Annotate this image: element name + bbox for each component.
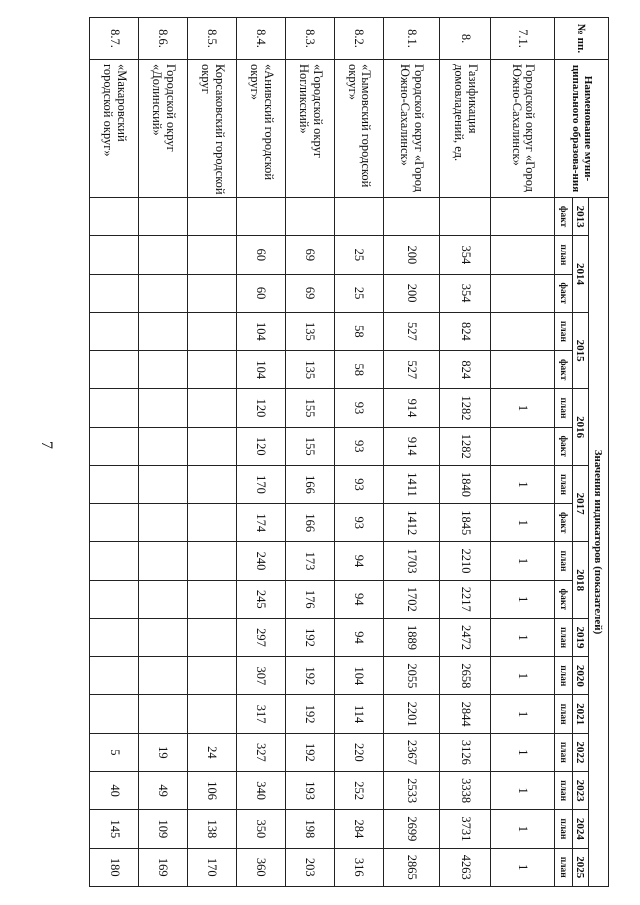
value-cell: 93 bbox=[334, 427, 383, 465]
value-cell: 104 bbox=[334, 657, 383, 695]
value-cell: 2533 bbox=[383, 771, 439, 809]
value-cell bbox=[187, 351, 236, 389]
values-header: Значения индикаторов (показателей) bbox=[589, 198, 609, 887]
value-cell: 1 bbox=[491, 848, 555, 886]
row-name: «Тымовский городской округ» bbox=[334, 60, 383, 198]
value-cell: 145 bbox=[90, 810, 139, 848]
value-cell: 24 bbox=[187, 733, 236, 771]
value-cell: 93 bbox=[334, 389, 383, 427]
sub-header: план bbox=[555, 312, 573, 350]
value-cell: 135 bbox=[285, 312, 334, 350]
value-cell: 914 bbox=[383, 389, 439, 427]
value-cell: 192 bbox=[285, 618, 334, 656]
value-cell: 1 bbox=[491, 695, 555, 733]
value-cell: 824 bbox=[439, 351, 490, 389]
value-cell bbox=[491, 312, 555, 350]
value-cell: 198 bbox=[285, 810, 334, 848]
value-cell bbox=[383, 198, 439, 236]
value-cell bbox=[187, 198, 236, 236]
table-row bbox=[334, 18, 383, 887]
sub-header: план bbox=[555, 657, 573, 695]
value-cell: 1412 bbox=[383, 504, 439, 542]
table-row bbox=[383, 18, 439, 887]
value-cell bbox=[90, 504, 139, 542]
value-cell bbox=[90, 351, 139, 389]
table-row bbox=[139, 18, 188, 887]
row-name: «Городской округ Ногликский» bbox=[285, 60, 334, 198]
value-cell: 69 bbox=[285, 236, 334, 274]
value-cell: 60 bbox=[236, 274, 285, 312]
value-cell bbox=[187, 427, 236, 465]
value-cell bbox=[187, 695, 236, 733]
value-cell: 1 bbox=[491, 580, 555, 618]
value-cell bbox=[139, 657, 188, 695]
row-name: Городской округ «Город Южно-Сахалинск» bbox=[383, 60, 439, 198]
rotated-table-wrapper bbox=[89, 17, 609, 887]
value-cell: 120 bbox=[236, 427, 285, 465]
value-cell: 94 bbox=[334, 542, 383, 580]
value-cell: 2699 bbox=[383, 810, 439, 848]
value-cell: 58 bbox=[334, 351, 383, 389]
row-number: 8.6. bbox=[139, 18, 188, 60]
value-cell bbox=[90, 274, 139, 312]
value-cell bbox=[491, 427, 555, 465]
col-num-header: № пп. bbox=[555, 18, 609, 60]
sub-header: план bbox=[555, 389, 573, 427]
value-cell: 3126 bbox=[439, 733, 490, 771]
value-cell: 240 bbox=[236, 542, 285, 580]
value-cell: 120 bbox=[236, 389, 285, 427]
page-number: 7 bbox=[38, 441, 55, 449]
value-cell bbox=[90, 580, 139, 618]
row-name: «Макаровский городской округ» bbox=[90, 60, 139, 198]
value-cell: 2217 bbox=[439, 580, 490, 618]
value-cell: 176 bbox=[285, 580, 334, 618]
value-cell bbox=[187, 618, 236, 656]
value-cell bbox=[139, 427, 188, 465]
value-cell: 360 bbox=[236, 848, 285, 886]
value-cell bbox=[139, 198, 188, 236]
row-name: Корсаковский городской округ bbox=[187, 60, 236, 198]
value-cell bbox=[139, 465, 188, 503]
value-cell: 1840 bbox=[439, 465, 490, 503]
value-cell: 220 bbox=[334, 733, 383, 771]
value-cell bbox=[187, 312, 236, 350]
table-row bbox=[439, 18, 490, 887]
value-cell: 169 bbox=[139, 848, 188, 886]
value-cell bbox=[90, 198, 139, 236]
value-cell: 170 bbox=[236, 465, 285, 503]
value-cell bbox=[90, 542, 139, 580]
value-cell: 19 bbox=[139, 733, 188, 771]
value-cell bbox=[139, 312, 188, 350]
value-cell: 104 bbox=[236, 351, 285, 389]
table-row bbox=[236, 18, 285, 887]
sub-header: факт bbox=[555, 351, 573, 389]
value-cell: 252 bbox=[334, 771, 383, 809]
value-cell: 174 bbox=[236, 504, 285, 542]
year-header: 2020 bbox=[573, 657, 589, 695]
value-cell bbox=[139, 618, 188, 656]
value-cell: 316 bbox=[334, 848, 383, 886]
value-cell: 3338 bbox=[439, 771, 490, 809]
value-cell bbox=[90, 236, 139, 274]
table-body bbox=[90, 18, 555, 887]
value-cell: 166 bbox=[285, 465, 334, 503]
value-cell: 170 bbox=[187, 848, 236, 886]
value-cell: 1845 bbox=[439, 504, 490, 542]
sub-header: факт bbox=[555, 198, 573, 236]
value-cell bbox=[285, 198, 334, 236]
sub-header: план bbox=[555, 810, 573, 848]
value-cell: 104 bbox=[236, 312, 285, 350]
col-name-header: Наименование муни-ципального образова-ния bbox=[555, 60, 609, 198]
value-cell: 2055 bbox=[383, 657, 439, 695]
table-row bbox=[285, 18, 334, 887]
row-number: 8.5. bbox=[187, 18, 236, 60]
value-cell: 1 bbox=[491, 542, 555, 580]
value-cell bbox=[139, 351, 188, 389]
value-cell: 180 bbox=[90, 848, 139, 886]
table-row bbox=[187, 18, 236, 887]
value-cell: 166 bbox=[285, 504, 334, 542]
value-cell: 2210 bbox=[439, 542, 490, 580]
table-row bbox=[491, 18, 555, 887]
year-header: 2016 bbox=[573, 389, 589, 466]
value-cell: 284 bbox=[334, 810, 383, 848]
value-cell: 5 bbox=[90, 733, 139, 771]
value-cell: 350 bbox=[236, 810, 285, 848]
sub-header: план bbox=[555, 848, 573, 886]
value-cell bbox=[90, 312, 139, 350]
value-cell: 192 bbox=[285, 657, 334, 695]
value-cell: 1 bbox=[491, 504, 555, 542]
value-cell: 1 bbox=[491, 810, 555, 848]
value-cell bbox=[187, 274, 236, 312]
value-cell bbox=[139, 274, 188, 312]
value-cell: 307 bbox=[236, 657, 285, 695]
value-cell: 94 bbox=[334, 618, 383, 656]
value-cell: 1411 bbox=[383, 465, 439, 503]
value-cell bbox=[139, 695, 188, 733]
year-header: 2014 bbox=[573, 236, 589, 313]
value-cell: 2844 bbox=[439, 695, 490, 733]
value-cell: 200 bbox=[383, 236, 439, 274]
value-cell: 1889 bbox=[383, 618, 439, 656]
value-cell bbox=[139, 236, 188, 274]
value-cell bbox=[236, 198, 285, 236]
value-cell bbox=[187, 389, 236, 427]
value-cell: 106 bbox=[187, 771, 236, 809]
row-number: 8.4. bbox=[236, 18, 285, 60]
sub-header: план bbox=[555, 771, 573, 809]
value-cell bbox=[491, 236, 555, 274]
value-cell bbox=[491, 274, 555, 312]
value-cell: 1 bbox=[491, 618, 555, 656]
value-cell: 25 bbox=[334, 274, 383, 312]
value-cell: 1 bbox=[491, 465, 555, 503]
year-header: 2013 bbox=[573, 198, 589, 236]
table-row bbox=[90, 18, 139, 887]
value-cell bbox=[439, 198, 490, 236]
value-cell: 109 bbox=[139, 810, 188, 848]
year-header: 2023 bbox=[573, 771, 589, 809]
year-header: 2021 bbox=[573, 695, 589, 733]
value-cell bbox=[90, 389, 139, 427]
row-number: 7.1. bbox=[491, 18, 555, 60]
value-cell bbox=[139, 389, 188, 427]
value-cell: 3731 bbox=[439, 810, 490, 848]
year-header: 2019 bbox=[573, 618, 589, 656]
indicators-table bbox=[89, 17, 609, 887]
value-cell bbox=[187, 580, 236, 618]
value-cell: 4263 bbox=[439, 848, 490, 886]
sub-header: план bbox=[555, 733, 573, 771]
value-cell bbox=[139, 580, 188, 618]
value-cell: 327 bbox=[236, 733, 285, 771]
value-cell: 192 bbox=[285, 695, 334, 733]
value-cell bbox=[187, 465, 236, 503]
value-cell: 25 bbox=[334, 236, 383, 274]
value-cell: 114 bbox=[334, 695, 383, 733]
value-cell: 1702 bbox=[383, 580, 439, 618]
value-cell: 2472 bbox=[439, 618, 490, 656]
value-cell: 354 bbox=[439, 236, 490, 274]
value-cell bbox=[187, 236, 236, 274]
row-number: 8.7. bbox=[90, 18, 139, 60]
value-cell: 914 bbox=[383, 427, 439, 465]
value-cell: 2367 bbox=[383, 733, 439, 771]
value-cell bbox=[139, 504, 188, 542]
value-cell: 49 bbox=[139, 771, 188, 809]
year-header: 2024 bbox=[573, 810, 589, 848]
value-cell: 1703 bbox=[383, 542, 439, 580]
value-cell: 193 bbox=[285, 771, 334, 809]
year-header: 2017 bbox=[573, 465, 589, 542]
value-cell bbox=[90, 427, 139, 465]
row-name: Городской округ «Долинский» bbox=[139, 60, 188, 198]
value-cell: 1282 bbox=[439, 427, 490, 465]
value-cell: 1 bbox=[491, 389, 555, 427]
value-cell: 58 bbox=[334, 312, 383, 350]
value-cell: 1 bbox=[491, 657, 555, 695]
value-cell: 138 bbox=[187, 810, 236, 848]
row-name: Газификация домовладений, ед. bbox=[439, 60, 490, 198]
value-cell: 93 bbox=[334, 465, 383, 503]
row-name: «Анивский городской округ» bbox=[236, 60, 285, 198]
value-cell: 192 bbox=[285, 733, 334, 771]
value-cell bbox=[187, 504, 236, 542]
value-cell: 203 bbox=[285, 848, 334, 886]
row-name: Городской округ «Город Южно-Сахалинск» bbox=[491, 60, 555, 198]
value-cell: 1282 bbox=[439, 389, 490, 427]
value-cell bbox=[90, 657, 139, 695]
value-cell: 135 bbox=[285, 351, 334, 389]
year-header: 2015 bbox=[573, 312, 589, 389]
value-cell: 354 bbox=[439, 274, 490, 312]
value-cell bbox=[187, 657, 236, 695]
value-cell: 2865 bbox=[383, 848, 439, 886]
value-cell: 155 bbox=[285, 427, 334, 465]
value-cell: 317 bbox=[236, 695, 285, 733]
value-cell: 2201 bbox=[383, 695, 439, 733]
sub-header: план bbox=[555, 695, 573, 733]
value-cell: 200 bbox=[383, 274, 439, 312]
value-cell bbox=[491, 198, 555, 236]
value-cell: 94 bbox=[334, 580, 383, 618]
sub-header: план bbox=[555, 236, 573, 274]
value-cell: 40 bbox=[90, 771, 139, 809]
value-cell: 2658 bbox=[439, 657, 490, 695]
row-number: 8. bbox=[439, 18, 490, 60]
value-cell bbox=[90, 465, 139, 503]
value-cell: 824 bbox=[439, 312, 490, 350]
year-header: 2022 bbox=[573, 733, 589, 771]
value-cell: 93 bbox=[334, 504, 383, 542]
row-number: 8.3. bbox=[285, 18, 334, 60]
value-cell: 527 bbox=[383, 351, 439, 389]
value-cell bbox=[90, 695, 139, 733]
value-cell bbox=[491, 351, 555, 389]
value-cell bbox=[187, 542, 236, 580]
value-cell bbox=[90, 618, 139, 656]
value-cell: 1 bbox=[491, 771, 555, 809]
sub-header: план bbox=[555, 542, 573, 580]
sub-header: факт bbox=[555, 504, 573, 542]
sub-header: план bbox=[555, 618, 573, 656]
value-cell bbox=[334, 198, 383, 236]
year-header: 2025 bbox=[573, 848, 589, 886]
row-number: 8.2. bbox=[334, 18, 383, 60]
value-cell: 60 bbox=[236, 236, 285, 274]
value-cell: 245 bbox=[236, 580, 285, 618]
value-cell: 69 bbox=[285, 274, 334, 312]
sub-header: план bbox=[555, 465, 573, 503]
value-cell: 155 bbox=[285, 389, 334, 427]
value-cell: 340 bbox=[236, 771, 285, 809]
sub-header: факт bbox=[555, 580, 573, 618]
sub-header: факт bbox=[555, 427, 573, 465]
row-number: 8.1. bbox=[383, 18, 439, 60]
value-cell: 527 bbox=[383, 312, 439, 350]
value-cell bbox=[139, 542, 188, 580]
sub-header: факт bbox=[555, 274, 573, 312]
value-cell: 173 bbox=[285, 542, 334, 580]
value-cell: 1 bbox=[491, 733, 555, 771]
year-header: 2018 bbox=[573, 542, 589, 619]
value-cell: 297 bbox=[236, 618, 285, 656]
